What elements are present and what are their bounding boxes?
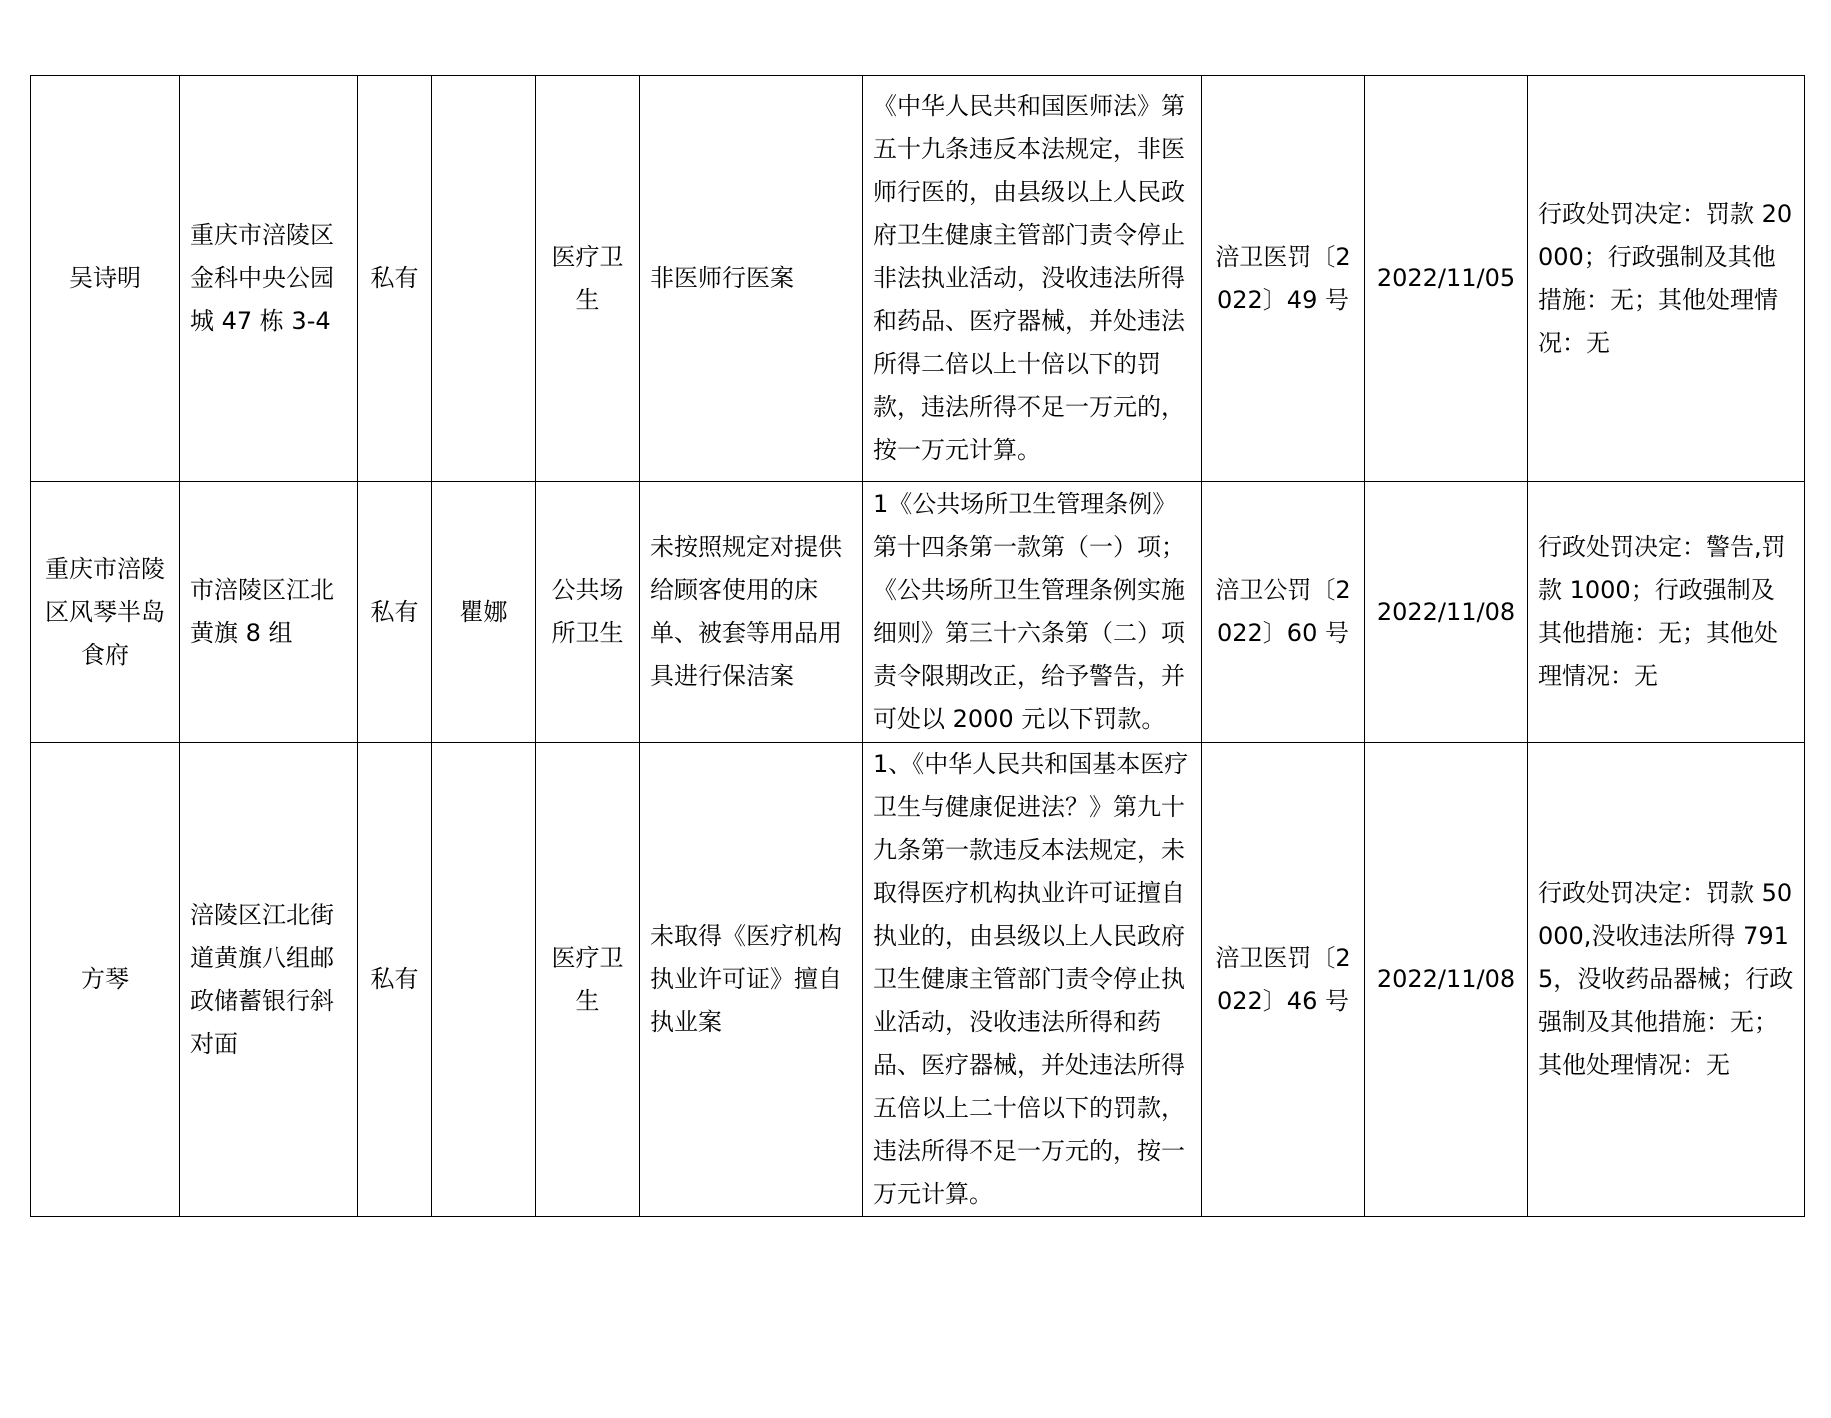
legal-rep-cell (432, 76, 536, 482)
result-cell: 行政处罚决定：罚款 50000,没收违法所得 7915，没收药品器械；行政强制及其他措施：无；其他处理情况：无 (1528, 743, 1805, 1217)
name-cell: 吴诗明 (31, 76, 180, 482)
category-cell: 医疗卫生 (536, 76, 640, 482)
case-name-cell: 未按照规定对提供给顾客使用的床单、被套等用品用具进行保洁案 (640, 482, 863, 743)
address-cell: 涪陵区江北街道黄旗八组邮政储蓄银行斜对面 (180, 743, 358, 1217)
legal-basis-cell: 1《公共场所卫生管理条例》第十四条第一款第（一）项；《公共场所卫生管理条例实施细则》第三十六条第（二）项 责令限期改正，给予警告，并可处以 2000 元以下罚款。 (863, 482, 1202, 743)
doc-number-cell: 涪卫公罚〔2022〕60 号 (1202, 482, 1365, 743)
ownership-cell: 私有 (358, 76, 432, 482)
case-name-cell: 非医师行医案 (640, 76, 863, 482)
table-row (31, 743, 1805, 1217)
date-cell: 2022/11/08 (1365, 743, 1528, 1217)
legal-basis-cell: 《中华人民共和国医师法》第五十九条违反本法规定，非医师行医的，由县级以上人民政府卫生健康主管部门责令停止非法执业活动，没收违法所得和药品、医疗器械，并处违法所得二倍以上十倍以下的罚款，违法所得不足一万元的，按一万元计算。 (863, 76, 1202, 482)
table-row (31, 76, 1805, 482)
case-name-cell: 未取得《医疗机构执业许可证》擅自执业案 (640, 743, 863, 1217)
ownership-cell: 私有 (358, 743, 432, 1217)
ownership-cell: 私有 (358, 482, 432, 743)
category-cell: 医疗卫生 (536, 743, 640, 1217)
date-cell: 2022/11/08 (1365, 482, 1528, 743)
name-cell: 方琴 (31, 743, 180, 1217)
result-cell: 行政处罚决定：罚款 20000；行政强制及其他措施：无；其他处理情况：无 (1528, 76, 1805, 482)
category-cell: 公共场所卫生 (536, 482, 640, 743)
table-row (31, 482, 1805, 743)
name-cell: 重庆市涪陵区风琴半岛食府 (31, 482, 180, 743)
legal-rep-cell (432, 743, 536, 1217)
result-cell: 行政处罚决定：警告,罚款 1000；行政强制及其他措施：无；其他处理情况：无 (1528, 482, 1805, 743)
penalty-table (30, 75, 1805, 1217)
doc-number-cell: 涪卫医罚〔2022〕49 号 (1202, 76, 1365, 482)
date-cell: 2022/11/05 (1365, 76, 1528, 482)
legal-rep-cell: 瞿娜 (432, 482, 536, 743)
address-cell: 市涪陵区江北黄旗 8 组 (180, 482, 358, 743)
legal-basis-cell: 1、《中华人民共和国基本医疗卫生与健康促进法？》第九十九条第一款违反本法规定，未取得医疗机构执业许可证擅自执业的，由县级以上人民政府卫生健康主管部门责令停止执业活动，没收违法所得和药品、医疗器械，并处违法所得五倍以上二十倍以下的罚款，违法所得不足一万元的，按一万元计算。 (863, 743, 1202, 1217)
address-cell: 重庆市涪陵区金科中央公园城 47 栋 3-4 (180, 76, 358, 482)
doc-number-cell: 涪卫医罚〔2022〕46 号 (1202, 743, 1365, 1217)
